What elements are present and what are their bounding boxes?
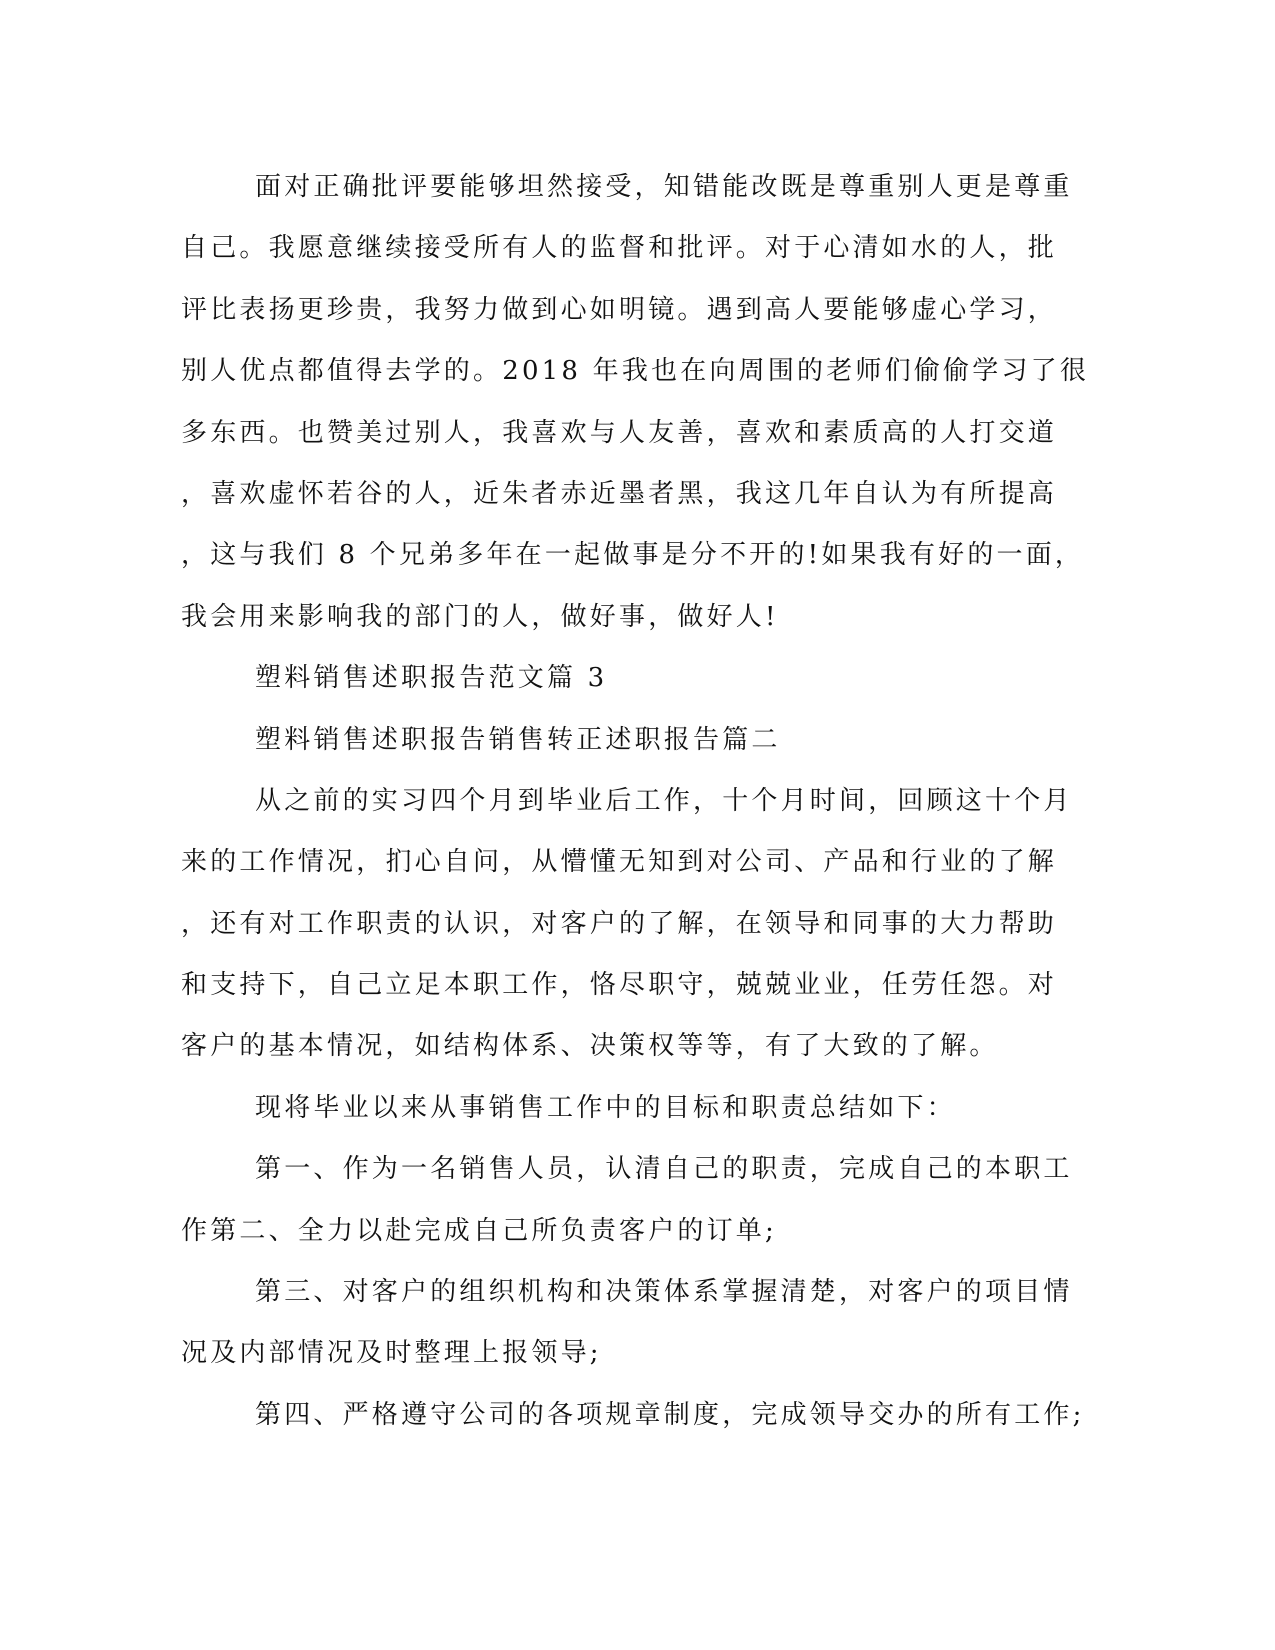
text-line: ，这与我们 8 个兄弟多年在一起做事是分不开的!如果我有好的一面， [181,540,1085,571]
text-line: 自己。我愿意继续接受所有人的监督和批评。对于心清如水的人，批 [181,233,1058,264]
text-line: 我会用来影响我的部门的人，做好事，做好人! [181,601,779,632]
text-line: 来的工作情况，扪心自问，从懵懂无知到对公司、产品和行业的了解 [181,847,1058,878]
text-line: 和支持下，自己立足本职工作，恪尽职守，兢兢业业，任劳任怨。对 [181,970,1058,1001]
text-line: ，还有对工作职责的认识，对客户的了解，在领导和同事的大力帮助 [181,908,1058,939]
text-line: 况及内部情况及时整理上报领导; [181,1338,602,1369]
text-line: 作第二、全力以赴完成自己所负责客户的订单; [181,1215,777,1246]
text-line: 第四、严格遵守公司的各项规章制度，完成领导交办的所有工作; [255,1399,1085,1430]
text-line: 第三、对客户的组织机构和决策体系掌握清楚，对客户的项目情 [255,1277,1073,1308]
text-line: ，喜欢虚怀若谷的人，近朱者赤近墨者黑，我这几年自认为有所提高 [181,478,1058,509]
document-body [181,157,1090,1446]
text-line: 客户的基本情况，如结构体系、决策权等等，有了大致的了解。 [181,1031,999,1062]
text-line: 多东西。也赞美过别人，我喜欢与人友善，喜欢和素质高的人打交道 [181,417,1058,448]
text-line: 现将毕业以来从事销售工作中的目标和职责总结如下： [255,1092,956,1123]
section-heading: 塑料销售述职报告销售转正述职报告篇二 [255,724,781,755]
text-line: 别人优点都值得去学的。2018 年我也在向周围的老师们偷偷学习了很 [181,356,1090,387]
text-line: 第一、作为一名销售人员，认清自己的职责，完成自己的本职工 [255,1154,1073,1185]
text-line: 从之前的实习四个月到毕业后工作，十个月时间，回顾这十个月 [255,785,1073,816]
text-line: 面对正确批评要能够坦然接受，知错能改既是尊重别人更是尊重 [255,172,1073,202]
text-line: 评比表扬更珍贵，我努力做到心如明镜。遇到高人要能够虚心学习， [181,294,1058,325]
section-heading: 塑料销售述职报告范文篇 3 [255,663,608,694]
